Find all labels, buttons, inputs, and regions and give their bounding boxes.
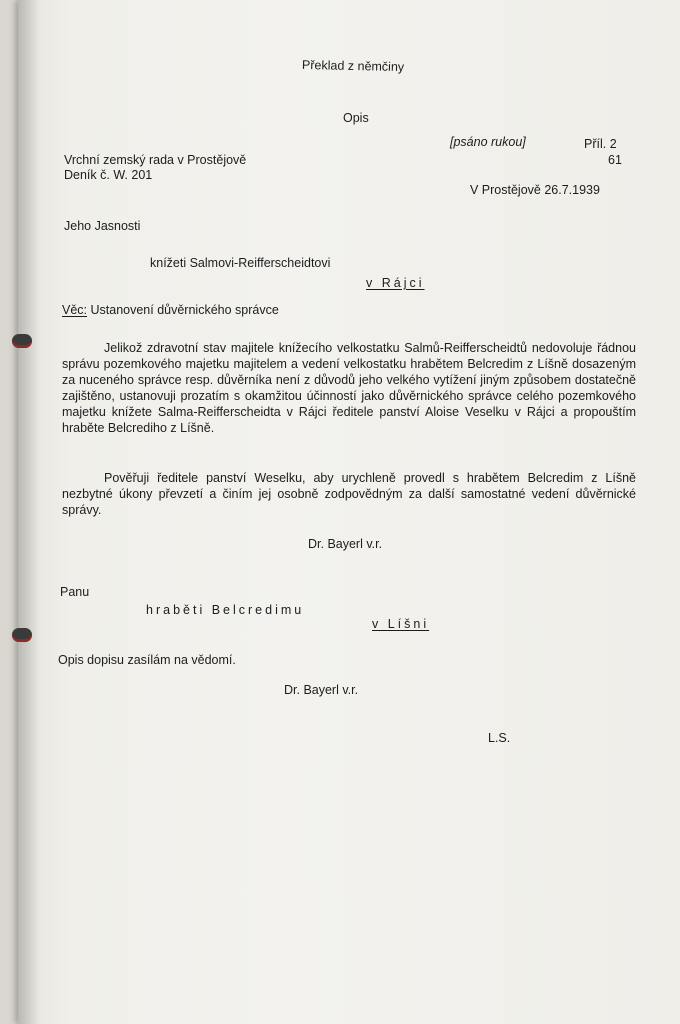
body-paragraph-2: Pověřuji ředitele panství Weselku, aby urychleně provedl s hrabětem Belcredim z Líšně nezbytné úkony převzetí a činím jej osobně zodpovědným za další samostatné vedení důvěrnické správy.: [62, 471, 636, 517]
document-title: Překlad z němčiny: [301, 57, 405, 75]
copy-note: Opis dopisu zasílám na vědomí.: [58, 653, 236, 667]
attachment-number: 61: [608, 153, 622, 167]
second-recipient-salutation: Panu: [60, 585, 90, 599]
attachment-label: Příl. 2: [584, 137, 617, 151]
handwritten-note: [psáno rukou]: [450, 135, 526, 149]
seal-mark: L.S.: [488, 731, 511, 745]
signature-2: Dr. Bayerl v.r.: [284, 683, 359, 697]
binder-ring: [12, 628, 32, 642]
sender-office: Vrchní zemský rada v Prostějově: [64, 153, 247, 167]
sender-reference: Deník č. W. 201: [64, 168, 153, 182]
document-page: [18, 0, 680, 1024]
subject-text: Ustanovení důvěrnického správce: [90, 303, 279, 317]
body-paragraph-1: Jelikož zdravotní stav majitele knížecího velkostatku Salmů-Reifferscheidtů nedovoluje řádnou správu pozemkového majetku majitelem a vedení velkostatku hrabětem Belcredim z Líšně dosazeným za nuceného správce resp. důvěrníka není z důvodů jeho velkého vytížení jiným způsobem dostatečně zajištěno, ustanovuji prozatím s okamžitou účinností jako důvěrnického správce celého pozemkového majetku knížete Salma-Reifferscheidta v Rájci ředitele panství Aloise Veselku v Rájci a propouštím hraběte Belcrediho z Líšně.: [62, 341, 636, 435]
recipient-salutation: Jeho Jasnosti: [64, 219, 141, 233]
second-recipient-name: hraběti Belcredimu: [146, 603, 305, 617]
subject-label: Věc:: [62, 303, 88, 317]
second-recipient-place: v Líšni: [372, 617, 430, 631]
letter-date: V Prostějově 26.7.1939: [470, 183, 600, 197]
recipient-name: knížeti Salmovi-Reifferscheidtovi: [150, 256, 331, 270]
recipient-place: v Rájci: [366, 276, 425, 290]
signature-1: Dr. Bayerl v.r.: [308, 537, 383, 551]
page-shadow-edge: [18, 0, 40, 1024]
binder-ring: [12, 334, 32, 348]
subject-line: [62, 302, 279, 318]
opis-heading: Opis: [343, 111, 369, 125]
